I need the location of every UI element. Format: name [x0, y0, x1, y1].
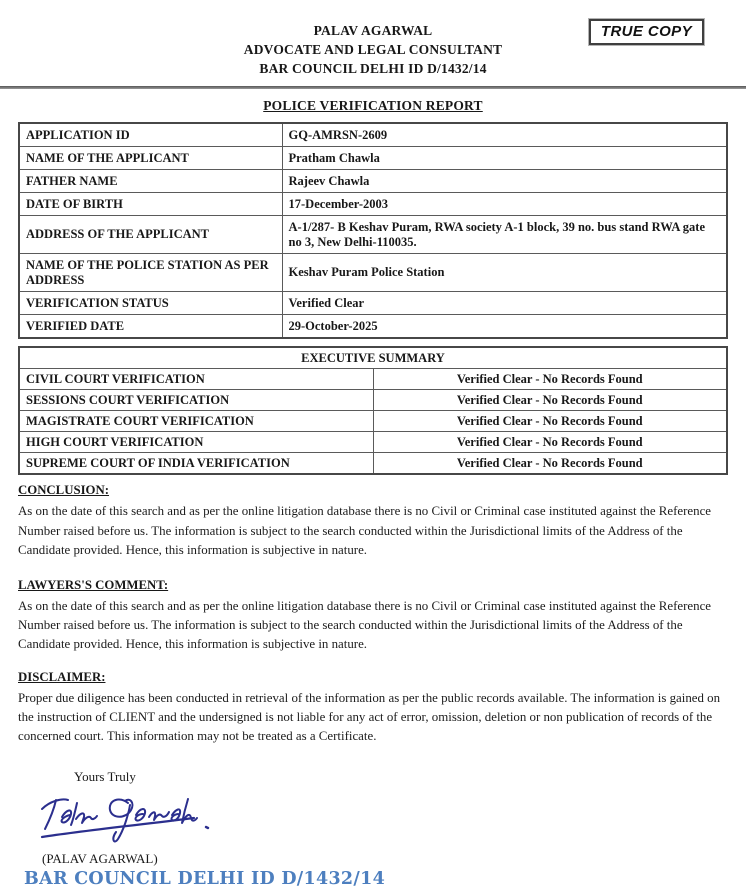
table-row — [19, 147, 727, 170]
table-row — [19, 193, 727, 216]
verification-label: HIGH COURT VERIFICATION — [19, 432, 373, 453]
advocate-bar-id: BAR COUNCIL DELHI ID D/1432/14 — [259, 61, 487, 77]
table-row — [19, 216, 727, 254]
lawyers-comment-text: As on the date of this search and as per the online litigation database there is no Civil or Criminal case instituted against the Reference Number raised before us. The information is subject to the search conducted within the Jurisdictional limits of the Address of the Candidate provided. Hence, this information is subjective in nature. — [18, 598, 712, 652]
true-copy-label: TRUE COPY — [600, 23, 692, 40]
table-row — [19, 292, 727, 315]
detail-label: NAME OF THE POLICE STATION AS PER ADDRESS — [19, 254, 282, 292]
advocate-name: PALAV AGARWAL — [313, 23, 433, 38]
verification-label: SUPREME COURT OF INDIA VERIFICATION — [19, 453, 373, 475]
detail-label: VERIFIED DATE — [19, 315, 282, 339]
detail-label: VERIFICATION STATUS — [19, 292, 282, 315]
table-row — [19, 411, 727, 432]
disclaimer-heading: DISCLAIMER: — [18, 669, 106, 684]
report-title: POLICE VERIFICATION REPORT — [263, 98, 483, 114]
executive-summary-table — [18, 346, 728, 475]
table-row — [19, 123, 727, 147]
table-row — [19, 315, 727, 339]
verification-result: Verified Clear - No Records Found — [373, 369, 727, 390]
detail-value: Verified Clear — [282, 292, 727, 315]
detail-value: 29-October-2025 — [282, 315, 727, 339]
bar-council-id: BAR COUNCIL DELHI ID D/1432/14 — [24, 868, 386, 889]
detail-value: Rajeev Chawla — [282, 170, 727, 193]
table-row — [19, 170, 727, 193]
table-row — [19, 369, 727, 390]
applicant-details-table — [18, 122, 728, 339]
advocate-role: ADVOCATE AND LEGAL CONSULTANT — [243, 42, 503, 58]
conclusion-text: As on the date of this search and as per the online litigation database there is no Civil or Criminal case instituted against the Reference Number raised before us. The information is subject to the search conducted within the Jurisdictional limits of the Address of the Candidate provided. Hence, this information is subjective in nature. — [18, 504, 712, 558]
detail-value: 17-December-2003 — [282, 193, 727, 216]
detail-value: GQ-AMRSN-2609 — [282, 123, 727, 147]
conclusion-heading: CONCLUSION: — [18, 483, 110, 498]
detail-label: APPLICATION ID — [19, 123, 282, 147]
conclusion-section — [18, 483, 728, 560]
disclaimer-text: Proper due diligence has been conducted in retrieval of the information as per the public records available. The information is gained on the instruction of CLIENT and the undersigned is not liable for any act of error, omission, deletion or non publication of records of the concerned court. This information may not be treated as a Certificate. — [18, 690, 721, 744]
lawyers-comment-section — [18, 578, 728, 655]
table-row — [19, 390, 727, 411]
verification-result: Verified Clear - No Records Found — [373, 411, 727, 432]
verification-result: Verified Clear - No Records Found — [373, 390, 727, 411]
handwritten-signature-icon — [36, 791, 221, 849]
disclaimer-section — [18, 670, 728, 747]
verification-result: Verified Clear - No Records Found — [373, 453, 727, 475]
detail-value: Pratham Chawla — [282, 147, 727, 170]
salutation: Yours Truly — [74, 768, 136, 784]
signatory-name: (PALAV AGARWAL) — [42, 850, 158, 866]
detail-label: ADDRESS OF THE APPLICANT — [19, 216, 282, 254]
header-divider — [0, 86, 746, 89]
true-copy-stamp — [589, 19, 704, 45]
verification-label: CIVIL COURT VERIFICATION — [19, 369, 373, 390]
verification-label: SESSIONS COURT VERIFICATION — [19, 390, 373, 411]
table-row — [19, 254, 727, 292]
detail-label: NAME OF THE APPLICANT — [19, 147, 282, 170]
table-row — [19, 432, 727, 453]
table-row — [19, 453, 727, 475]
verification-result: Verified Clear - No Records Found — [373, 432, 727, 453]
detail-label: DATE OF BIRTH — [19, 193, 282, 216]
detail-value: Keshav Puram Police Station — [282, 254, 727, 292]
table-header-row — [19, 347, 727, 369]
executive-summary-title: EXECUTIVE SUMMARY — [19, 347, 727, 369]
verification-label: MAGISTRATE COURT VERIFICATION — [19, 411, 373, 432]
signature — [36, 791, 746, 849]
detail-value: A-1/287- B Keshav Puram, RWA society A-1 block, 39 no. bus stand RWA gate no 3, New Delhi-110035. — [282, 216, 727, 254]
lawyers-comment-heading: LAWYERS'S COMMENT: — [18, 577, 169, 592]
detail-label: FATHER NAME — [19, 170, 282, 193]
